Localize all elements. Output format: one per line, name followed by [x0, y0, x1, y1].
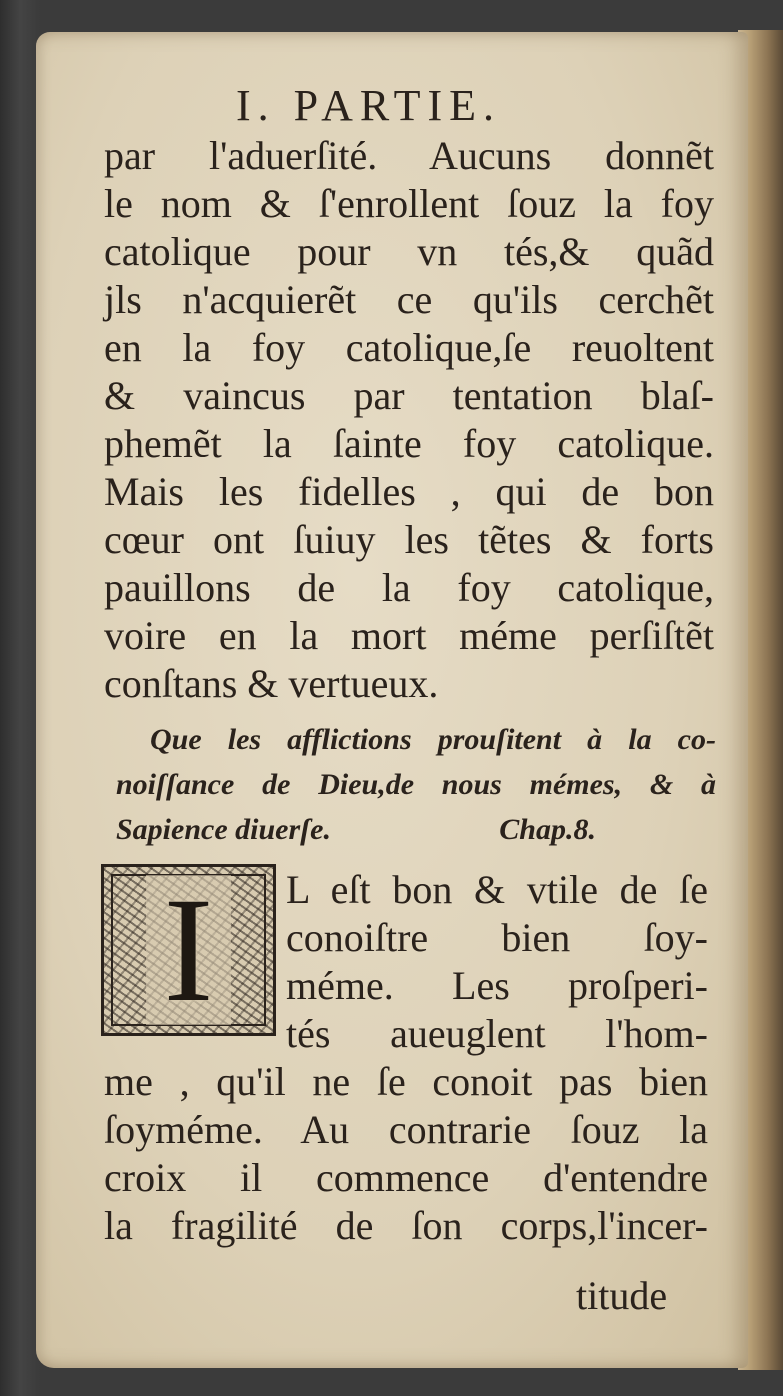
heading-line: noiſſance de Dieu,de nous mémes, & à	[116, 768, 716, 801]
text-line: méme. Les proſperi-	[286, 963, 708, 1008]
text-line: pauillons de la foy catolique,	[104, 565, 714, 610]
text-line: phemẽt la ſainte foy catolique.	[104, 421, 714, 466]
running-head: I. PARTIE.	[236, 81, 501, 130]
text-line: la fragilité de ſon corps,l'incer-	[104, 1203, 708, 1248]
text-line: L eſt bon & vtile de ſe	[286, 867, 708, 912]
text-line: me , qu'il ne ſe conoit pas bien	[104, 1059, 708, 1104]
text-line: conoiſtre bien ſoy-	[286, 915, 708, 960]
text-line: croix il commence d'entendre	[104, 1155, 708, 1200]
text-line: Mais les fidelles , qui de bon	[104, 469, 714, 514]
book-page	[36, 32, 748, 1368]
heading-line	[116, 807, 716, 852]
initial-frame	[111, 867, 266, 1033]
chapter-paragraph	[104, 1058, 708, 1250]
initial-letter: I	[146, 875, 232, 1025]
text-line: & vaincus par tentation blaſ-	[104, 373, 714, 418]
text-line: catolique pour vn tés,& quãd	[104, 229, 714, 274]
text-line: par l'aduerſité. Aucuns donnẽt	[104, 133, 714, 178]
chapter-heading	[116, 717, 716, 852]
text-line: cœur ont ſuiuy les tẽtes & forts	[104, 517, 714, 562]
text-line: tés aueuglent l'hom-	[286, 1011, 708, 1056]
text-line: ſoyméme. Au contrarie ſouz la	[104, 1107, 708, 1152]
decorated-initial	[101, 864, 276, 1036]
text-line: jls n'acquierẽt ce qu'ils cerchẽt	[104, 277, 714, 322]
text-line: conſtans & vertueux.	[104, 661, 439, 706]
heading-title-end: Sapience diuerſe.	[116, 813, 331, 846]
text-line: en la foy catolique,ſe reuoltent	[104, 325, 714, 370]
text-line: voire en la mort méme perſiſtẽt	[104, 613, 714, 658]
heading-line: Que les afflictions prouſitent à la co-	[150, 723, 716, 756]
chapter-opening	[286, 866, 708, 1058]
catchword: titude	[576, 1273, 668, 1318]
text-line: le nom & ſ'enrollent ſouz la foy	[104, 181, 714, 226]
chapter-number: Chap.8.	[499, 813, 596, 846]
body-paragraph	[104, 132, 714, 708]
